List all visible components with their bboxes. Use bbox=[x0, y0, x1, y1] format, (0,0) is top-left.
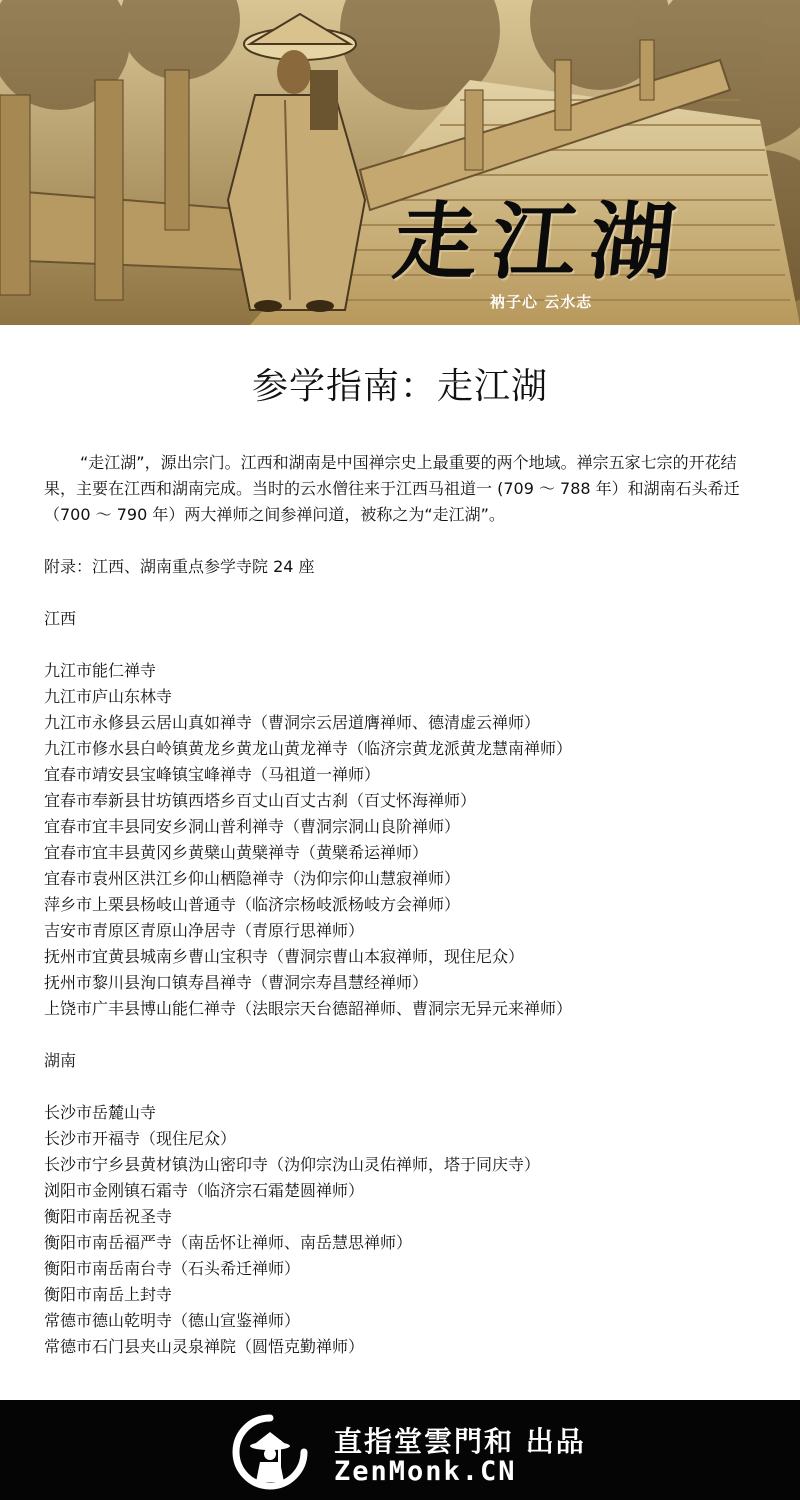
list-item: 抚州市黎川县洵口镇寿昌禅寺（曹洞宗寿昌慧经禅师） bbox=[44, 973, 429, 992]
temple-list-hunan bbox=[44, 1100, 764, 1360]
list-item: 常德市德山乾明寺（德山宣鉴禅师） bbox=[44, 1311, 301, 1330]
list-item: 萍乡市上栗县杨岐山普通寺（临济宗杨岐派杨岐方会禅师） bbox=[44, 895, 461, 914]
article-body bbox=[44, 450, 764, 1360]
list-item: 长沙市宁乡县黄材镇沩山密印寺（沩仰宗沩山灵佑禅师，塔于同庆寺） bbox=[44, 1155, 541, 1174]
intro-paragraph: “走江湖”，源出宗门。江西和湖南是中国禅宗史上最重要的两个地域。禅宗五家七宗的开花结果，主要在江西和湖南完成。当时的云水僧往来于江西马祖道一 (709 ～ 788 年）和湖南石头希迁（700 ～ 790 年）两大禅师之间参禅问道，被称之为“走江湖”。 bbox=[44, 453, 740, 524]
list-item: 九江市修水县白岭镇黄龙乡黄龙山黄龙禅寺（临济宗黄龙派黄龙慧南禅师） bbox=[44, 739, 573, 758]
footer-bar bbox=[0, 1400, 800, 1500]
list-item: 衡阳市南岳祝圣寺 bbox=[44, 1207, 173, 1226]
list-item: 吉安市青原区青原山净居寺（青原行思禅师） bbox=[44, 921, 365, 940]
list-item: 宜春市靖安县宝峰镇宝峰禅寺（马祖道一禅师） bbox=[44, 765, 381, 784]
list-item: 衡阳市南岳福严寺（南岳怀让禅师、南岳慧思禅师） bbox=[44, 1233, 413, 1252]
list-item: 长沙市开福寺（现住尼众） bbox=[44, 1129, 237, 1148]
page-title: 参学指南：走江湖 bbox=[251, 366, 548, 407]
banner-title: 走江湖 bbox=[389, 192, 694, 291]
list-item: 九江市能仁禅寺 bbox=[44, 661, 157, 680]
list-item: 宜春市宜丰县同安乡洞山普利禅寺（曹洞宗洞山良阶禅师） bbox=[44, 817, 461, 836]
temple-list-jiangxi bbox=[44, 658, 764, 1022]
banner-subtitle: 衲子心 云水志 bbox=[490, 293, 593, 311]
list-item: 抚州市宜黄县城南乡曹山宝积寺（曹洞宗曹山本寂禅师，现住尼众） bbox=[44, 947, 525, 966]
list-item: 浏阳市金刚镇石霜寺（临济宗石霜楚圆禅师） bbox=[44, 1181, 365, 1200]
list-item: 长沙市岳麓山寺 bbox=[44, 1103, 157, 1122]
list-item: 衡阳市南岳南台寺（石头希迁禅师） bbox=[44, 1259, 301, 1278]
footer-site-url[interactable]: ZenMonk.CN bbox=[334, 1456, 517, 1487]
list-item: 宜春市奉新县甘坊镇西塔乡百丈山百丈古刹（百丈怀海禅师） bbox=[44, 791, 477, 810]
list-item: 九江市永修县云居山真如禅寺（曹洞宗云居道膺禅师、德清虚云禅师） bbox=[44, 713, 541, 732]
region-heading-jiangxi: 江西 bbox=[44, 609, 77, 628]
appendix-heading: 附录：江西、湖南重点参学寺院 24 座 bbox=[44, 557, 315, 576]
list-item: 宜春市袁州区洪江乡仰山栖隐禅寺（沩仰宗仰山慧寂禅师） bbox=[44, 869, 461, 888]
list-item: 上饶市广丰县博山能仁禅寺（法眼宗天台德韶禅师、曹洞宗无异元来禅师） bbox=[44, 999, 573, 1018]
region-heading-hunan: 湖南 bbox=[44, 1051, 77, 1070]
footer-org-name: 直指堂雲門和 出品 bbox=[334, 1425, 586, 1458]
list-item: 九江市庐山东林寺 bbox=[44, 687, 173, 706]
zen-monk-logo-icon bbox=[230, 1412, 310, 1492]
list-item: 常德市石门县夹山灵泉禅院（圆悟克勤禅师） bbox=[44, 1337, 365, 1356]
list-item: 宜春市宜丰县黄冈乡黄檗山黄檗禅寺（黄檗希运禅师） bbox=[44, 843, 429, 862]
header-banner bbox=[0, 0, 800, 325]
list-item: 衡阳市南岳上封寺 bbox=[44, 1285, 173, 1304]
